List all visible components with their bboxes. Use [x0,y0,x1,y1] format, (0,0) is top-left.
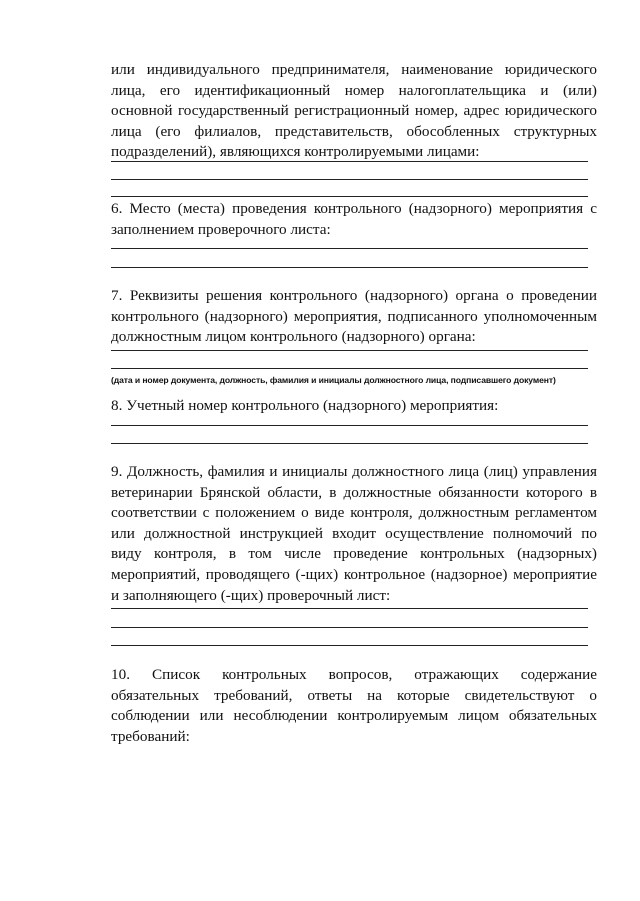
fill-line [111,350,588,351]
section-10-text: 10. Список контрольных вопросов, отражающих содержание обязательных требований, ответы на которые свидетельствуют о соблюдении или несоблюдении контролируемым лицом обязательных требований: [111,666,597,745]
fill-line [111,368,588,369]
section-9-text: 9. Должность, фамилия и инициалы должностного лица (лиц) управления ветеринарии Брянской области, в должностные обязанности которого в соответствии с положением о виде контроля, должностным регламентом или должностной инструкцией входит осуществление полномочий по виду контроля, в том числе проведение контрольных (надзорных) мероприятий, проводящего (-щих) контрольное (надзорное) мероприятие и заполняющего (-щих) проверочный лист: [111,463,597,604]
fill-line [111,608,588,609]
fill-line [111,425,588,426]
fill-line [111,645,588,646]
section-6-text: 6. Место (места) проведения контрольного (надзорного) мероприятия с заполнением проверочного листа: [111,200,597,238]
fill-line [111,179,588,180]
section-5-text: или индивидуального предпринимателя, наименование юридического лица, его идентификационный номер налогоплательщика и (или) основной государственный регистрационный номер, адрес юридического лица (его филиалов, представительств, обособленных структурных подразделений), являющихся контролируемыми лицами: [111,61,597,161]
section-8-text: 8. Учетный номер контрольного (надзорного) мероприятия: [111,397,499,414]
fill-line [111,248,588,249]
fill-line [111,196,588,197]
fill-line [111,627,588,628]
section-7-text: 7. Реквизиты решения контрольного (надзорного) органа о проведении контрольного (надзорного) мероприятия, подписанного уполномоченным должностным лицом контрольного (надзорного) органа: [111,287,597,346]
fill-line [111,161,588,162]
section-7-caption: (дата и номер документа, должность, фамилия и инициалы должностного лица, подписавшего документ) [111,375,556,385]
fill-line [111,267,588,268]
fill-line [111,443,588,444]
